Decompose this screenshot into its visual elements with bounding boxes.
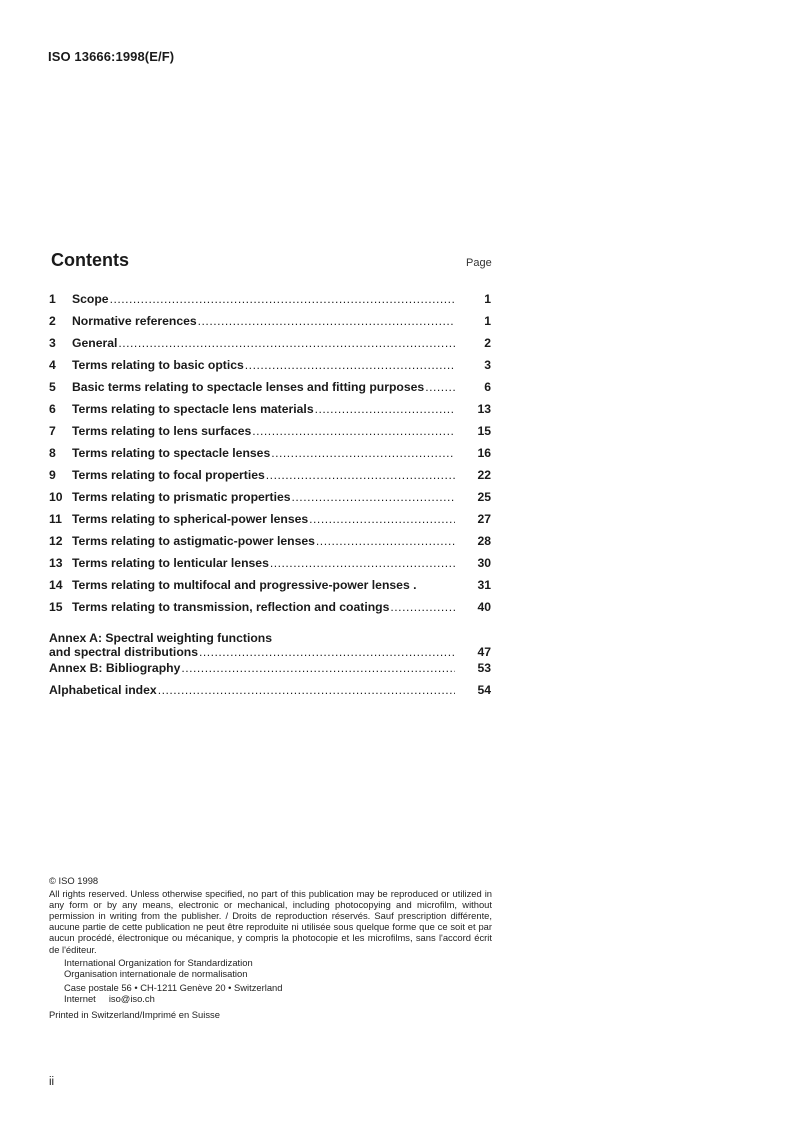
toc-entry-number: 11 [49, 512, 62, 526]
dot-leader [181, 661, 455, 675]
toc-entry-index[interactable] [49, 683, 491, 705]
dot-leader [118, 336, 455, 350]
toc-entry-page: 30 [477, 556, 491, 570]
toc-entry-page: 15 [477, 424, 491, 438]
toc-entry-title: Terms relating to multifocal and progressive-power lenses . [72, 578, 417, 592]
toc-entry-page: 1 [484, 292, 491, 306]
toc-entry-page: 1 [484, 314, 491, 328]
toc-entry[interactable] [49, 512, 491, 534]
printed-in: Printed in Switzerland/Imprimé en Suisse [49, 1009, 220, 1021]
toc-entry[interactable] [49, 556, 491, 578]
toc-entry[interactable] [49, 534, 491, 556]
toc-entry-page: 6 [484, 380, 491, 394]
document-id: ISO 13666:1998(E/F) [48, 49, 175, 64]
toc-entry-title: General [72, 336, 118, 350]
dot-leader [292, 490, 455, 504]
annex-a-title-line2: and spectral distributions [49, 645, 198, 659]
toc-entry-title: Scope [72, 292, 109, 306]
toc-entry-page: 47 [477, 645, 491, 659]
toc-entry-title: Basic terms relating to spectacle lenses and fitting purposes [72, 380, 425, 394]
annex-a-title-line1: Annex A: Spectral weighting functions [49, 631, 272, 645]
toc-entry-page: 27 [477, 512, 491, 526]
toc-entry-number: 1 [49, 292, 56, 306]
dot-leader [316, 534, 455, 548]
toc-entry-number: 6 [49, 402, 56, 416]
toc-entry-page: 22 [477, 468, 491, 482]
dot-leader [110, 292, 455, 306]
copyright-block [49, 875, 492, 1020]
toc-entry-title: Terms relating to astigmatic-power lenses [72, 534, 315, 548]
dot-leader [309, 512, 455, 526]
dot-leader [198, 314, 455, 328]
postal-address: Case postale 56 • CH-1211 Genève 20 • Switzerland [64, 981, 283, 993]
toc-entry-page: 3 [484, 358, 491, 372]
dot-leader [270, 556, 455, 570]
toc-entry-number: 10 [49, 490, 63, 504]
publisher-address [64, 957, 492, 1004]
toc-entry-page: 28 [477, 534, 491, 548]
toc-entry-title: Alphabetical index [49, 683, 157, 697]
toc-entry[interactable] [49, 446, 491, 468]
dot-leader [425, 380, 455, 394]
toc-entry-page: 16 [477, 446, 491, 460]
toc-entry-title: Terms relating to lens surfaces [72, 424, 252, 438]
toc-entry-number: 3 [49, 336, 56, 350]
toc-entry-page: 53 [477, 661, 491, 675]
toc-entry-number: 2 [49, 314, 56, 328]
toc-entry-page: 13 [477, 402, 491, 416]
toc-entry-title: Annex B: Bibliography [49, 661, 181, 675]
toc-entry[interactable] [49, 336, 491, 358]
toc-entry-number: 13 [49, 556, 63, 570]
toc-entry[interactable] [49, 402, 491, 424]
page-number: ii [49, 1076, 55, 1088]
toc-entry-title: Terms relating to prismatic properties [72, 490, 291, 504]
toc-entry-number: 15 [49, 600, 63, 614]
page-column-label: Page [466, 257, 492, 269]
toc-entry-title: Terms relating to focal properties [72, 468, 265, 482]
toc-entry-number: 5 [49, 380, 56, 394]
dot-leader [266, 468, 455, 482]
toc-entry[interactable] [49, 490, 491, 512]
toc-entry-annex-a[interactable] [49, 622, 491, 661]
dot-leader [245, 358, 455, 372]
toc-entry-annex-b[interactable] [49, 661, 491, 683]
org-name-en: International Organization for Standardization [64, 956, 253, 968]
internet-contact[interactable]: Internet iso@iso.ch [64, 992, 155, 1004]
dot-leader [252, 424, 455, 438]
toc-entry-title: Terms relating to spectacle lenses [72, 446, 271, 460]
toc-entry[interactable] [49, 314, 491, 336]
dot-leader [271, 446, 455, 460]
toc-entry[interactable] [49, 468, 491, 490]
rights-notice: All rights reserved. Unless otherwise specified, no part of this publication may be reproduced or utilized in any form or by any means, electronic or mechanical, including photocopying and microfilm, without permission in writing from the publisher. / Droits de reproduction réservés. Sauf prescription différente, aucune partie de cette publication ne peut être reproduite ni utilisée sous quelque forme que ce soit et par aucun procédé, électronique ou mécanique, y compris la photocopie et les microfilms, sans l'accord écrit de l'éditeur. [49, 888, 492, 955]
toc-entry-title: Normative references [72, 314, 197, 328]
toc-entry[interactable] [49, 380, 491, 402]
toc-entry[interactable] [49, 600, 491, 622]
toc-entry-page: 40 [477, 600, 491, 614]
toc-entry-page: 25 [477, 490, 491, 504]
toc-entry-number: 7 [49, 424, 56, 438]
toc-entry-title: Terms relating to basic optics [72, 358, 244, 372]
dot-leader [390, 600, 455, 614]
toc-entry[interactable] [49, 358, 491, 380]
copyright-line: © ISO 1998 [49, 875, 99, 886]
toc-entry-title: Terms relating to spherical-power lenses [72, 512, 309, 526]
toc-entry-page: 2 [484, 336, 491, 350]
toc-entry-title: Terms relating to transmission, reflection and coatings [72, 600, 390, 614]
dot-leader [199, 645, 455, 659]
toc-entry[interactable] [49, 424, 491, 446]
toc-entry-number: 12 [49, 534, 63, 548]
contents-heading: Contents [51, 250, 129, 270]
toc-entry-number: 9 [49, 468, 56, 482]
dot-leader [315, 402, 455, 416]
toc-entry-title: Terms relating to lenticular lenses [72, 556, 269, 570]
toc-entry-number: 14 [49, 578, 63, 592]
toc-entry[interactable] [49, 578, 491, 600]
toc-entry-number: 4 [49, 358, 56, 372]
toc-entry-page: 31 [477, 578, 491, 592]
table-of-contents [49, 292, 491, 705]
dot-leader [158, 683, 455, 697]
toc-entry[interactable] [49, 292, 491, 314]
toc-entry-number: 8 [49, 446, 56, 460]
org-name-fr: Organisation internationale de normalisation [64, 967, 248, 979]
toc-entry-page: 54 [477, 683, 491, 697]
toc-entry-title: Terms relating to spectacle lens materials [72, 402, 314, 416]
